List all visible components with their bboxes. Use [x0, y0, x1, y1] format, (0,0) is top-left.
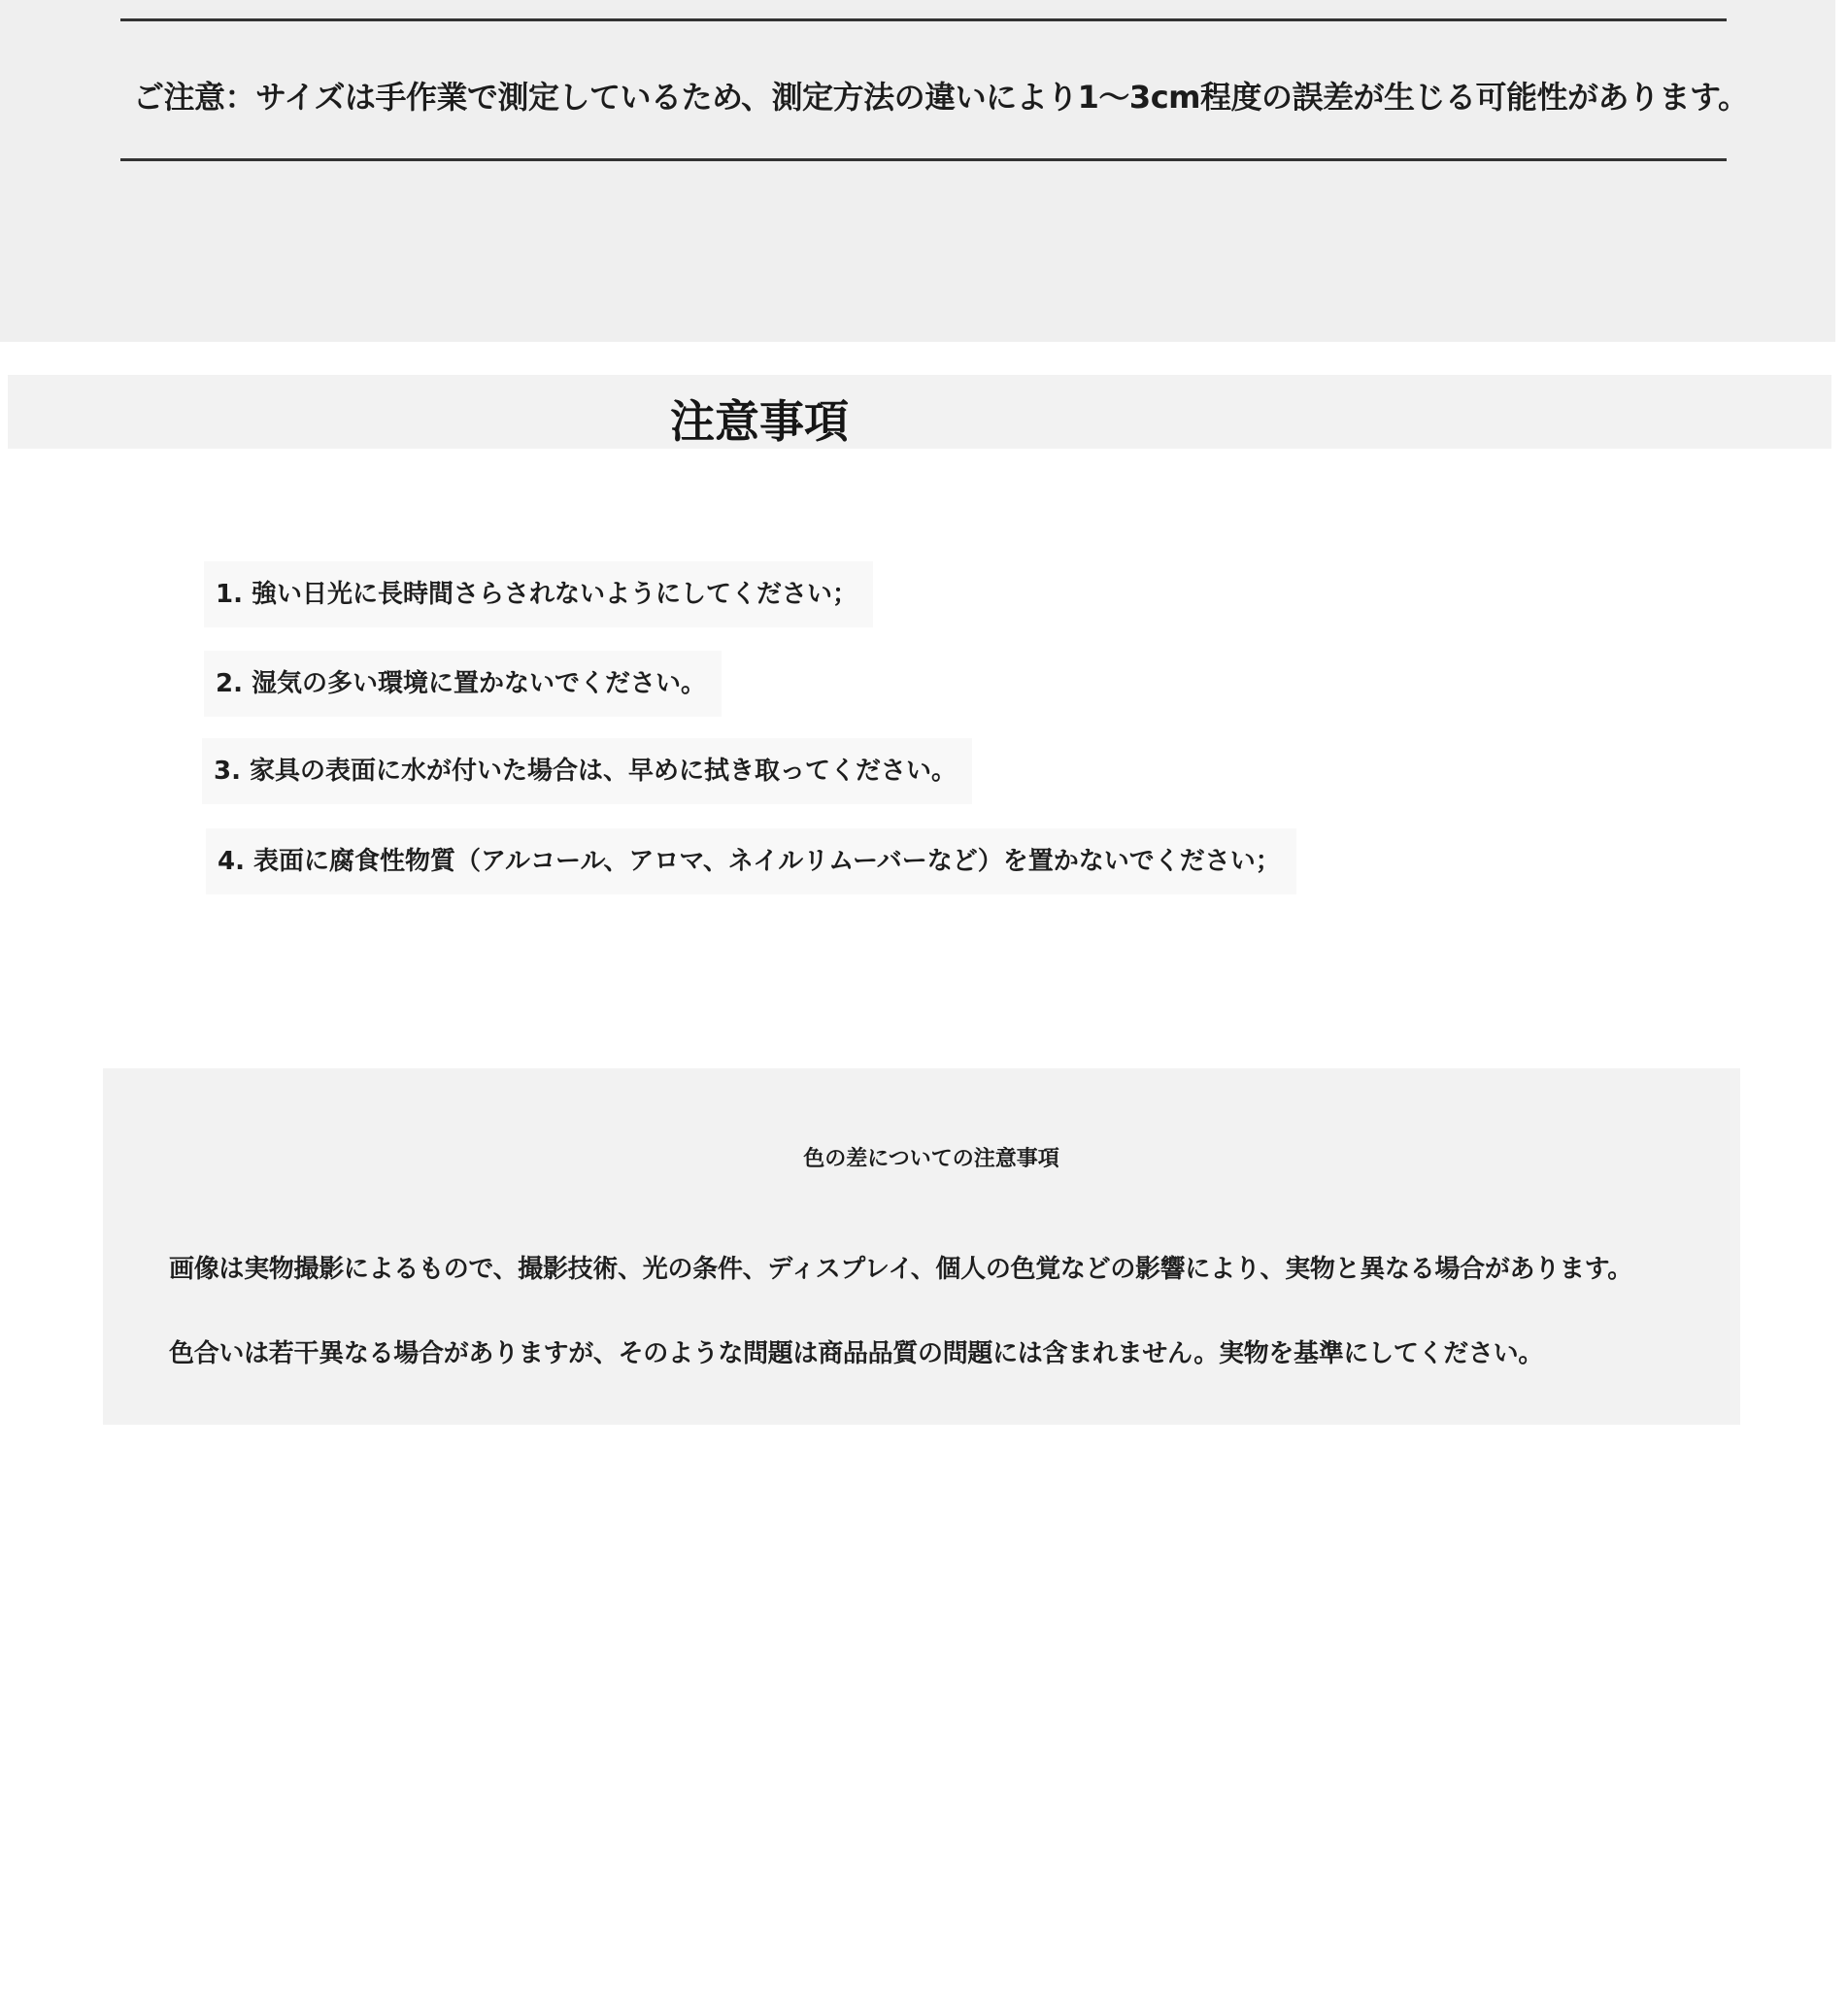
precaution-item-2: 2. 湿気の多い環境に置かないでください。 [204, 651, 722, 717]
color-difference-line-1: 画像は実物撮影によるもので、撮影技術、光の条件、ディスプレイ、個人の色覚などの影響により、実物と異なる場合があります。 [169, 1255, 1632, 1284]
color-difference-title: 色の差についての注意事項 [803, 1147, 1059, 1171]
precaution-item-4: 4. 表面に腐食性物質（アルコール、アロマ、ネイルリムーバーなど）を置かないでください； [206, 828, 1296, 894]
color-difference-panel [103, 1068, 1740, 1425]
bottom-divider [120, 158, 1727, 161]
precautions-heading-band [8, 375, 1831, 449]
top-divider [120, 18, 1727, 21]
precaution-item-3: 3. 家具の表面に水が付いた場合は、早めに拭き取ってください。 [202, 738, 972, 804]
precaution-item-1: 1. 強い日光に長時間さらされないようにしてください； [204, 561, 873, 627]
color-difference-line-2: 色合いは若干異なる場合がありますが、そのような問題は商品品質の問題には含まれません。実物を基準にしてください。 [169, 1339, 1544, 1368]
precautions-title: 注意事項 [670, 395, 849, 448]
size-notice-section [0, 0, 1835, 342]
size-notice-text: ご注意：サイズは手作業で測定しているため、測定方法の違いにより1〜3cm程度の誤差が生じる可能性があります。 [133, 79, 1749, 116]
